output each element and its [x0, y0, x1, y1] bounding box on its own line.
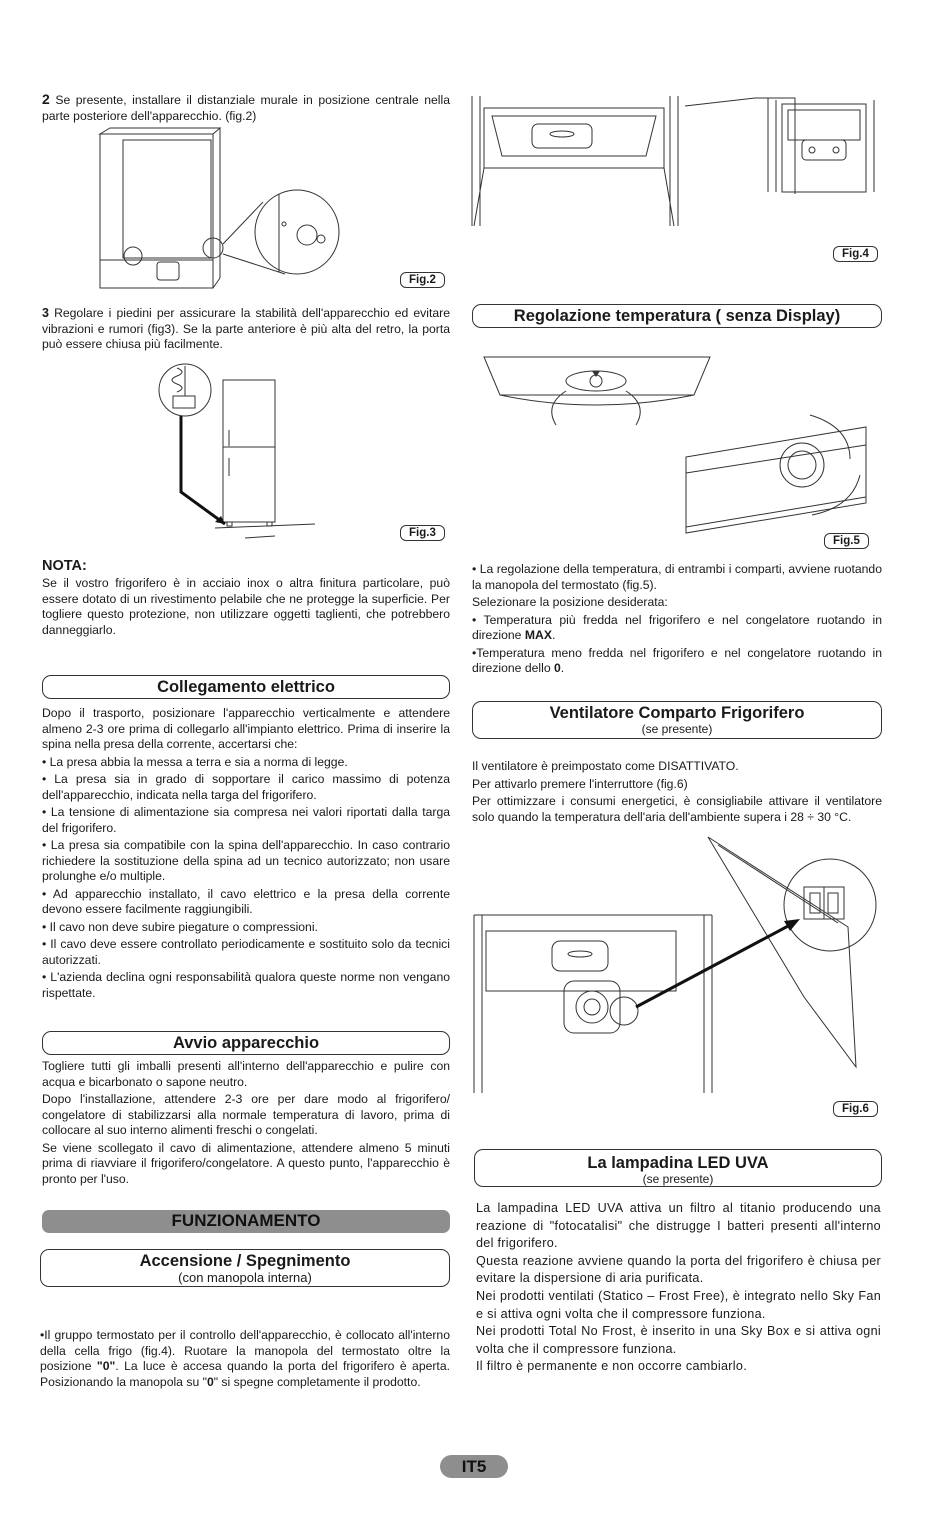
funzionamento-banner: FUNZIONAMENTO: [42, 1210, 450, 1233]
regolazione-title: Regolazione temperatura ( senza Display): [513, 307, 841, 325]
avvio-paragraph: Togliere tutti gli imballi presenti all'interno dell'apparecchio e pulire con acqua e bicarbonato o sapone neutro.: [42, 1059, 450, 1089]
avvio-section: [42, 1059, 450, 1187]
lampadina-title: La lampadina LED UVA: [587, 1154, 769, 1172]
ventilatore-heading-box: [472, 701, 882, 739]
fig2-label: Fig.2: [400, 272, 445, 288]
regolazione-p3: • Temperatura più fredda nel frigorifero e nel congelatore ruotando in direzione MAX.: [472, 612, 882, 642]
collegamento-item: • L'azienda declina ogni responsabilità qualora queste norme non vengano rispettate.: [42, 970, 450, 1000]
fig2-illustration: [95, 128, 355, 293]
collegamento-item: • Il cavo non deve subire piegature o compressioni.: [42, 919, 318, 934]
lampadina-paragraph: Nei prodotti Total No Frost, è inserito in una Sky Box e si attiva ogni volta che il compressore funziona.: [476, 1324, 881, 1356]
page-number: IT5: [440, 1455, 508, 1478]
ventilatore-subtitle: (se presente): [641, 722, 713, 736]
regolazione-p4: •Temperatura meno fredda nel frigorifero e nel congelatore ruotando in direzione dello 0.: [472, 645, 882, 675]
avvio-heading-box: [42, 1031, 450, 1055]
lampadina-paragraph: Questa reazione avviene quando la porta del frigorifero è chiusa per evitare la dispersione di aria purificata.: [476, 1253, 881, 1286]
nota-text: Se il vostro frigorifero è in acciaio inox o altra finitura particolare, può essere dotato di un rivestimento pelabile che ne protegge la superficie. Per togliere questo protezione, non utilizzare oggetti taglienti, che potrebbero danneggiarlo.: [42, 576, 450, 637]
lampadina-paragraph: Nei prodotti ventilati (Statico – Frost Free), è integrato nello Sky Fan e si attiva ogni volta che il compressore funziona.: [476, 1288, 881, 1321]
regolazione-p1: • La regolazione della temperatura, di entrambi i comparti, avviene ruotando la manopola del termostato (fig.5).: [472, 562, 882, 592]
accensione-subtitle: (con manopola interna): [178, 1270, 312, 1285]
accensione-zero-1: "0": [96, 1359, 116, 1373]
step-2-number: 2: [42, 91, 50, 107]
collegamento-item: • La presa abbia la messa a terra e sia a norma di legge.: [42, 754, 348, 769]
fig4-illustration: [470, 96, 882, 236]
step-3-number: 3: [42, 306, 49, 320]
fig3-illustration: [155, 360, 325, 542]
fig5-label: Fig.5: [824, 533, 869, 549]
avvio-paragraph: Se viene scollegato il cavo di alimentazione, attendere almeno 5 minuti prima di riavviare il frigorifero/congelatore. A questo punto, l'apparecchio è pronto per l'uso.: [42, 1140, 450, 1186]
ventilatore-p3: Per ottimizzare i consumi energetici, è consigliabile attivare il ventilatore solo quando la temperatura dell'aria dell'ambiente supera i 28 ÷ 30 °C.: [472, 794, 882, 824]
ventilatore-p1: Il ventilatore è preimpostato come DISATTIVATO.: [472, 759, 739, 773]
collegamento-section: [42, 706, 450, 1001]
collegamento-item: • La presa sia in grado di sopportare il carico massimo di potenza dell'apparecchio, indicata nella targa del frigorifero.: [42, 772, 450, 802]
fig4-label: Fig.4: [833, 246, 878, 262]
regolazione-text: [472, 562, 882, 677]
step-3-text: [42, 306, 450, 353]
ventilatore-title: Ventilatore Comparto Frigorifero: [549, 704, 805, 722]
avvio-paragraph: Dopo l'installazione, attendere 2-3 ore per dare modo al frigorifero/ congelatore di stabilizzarsi alla normale temperatura di lavoro, prima di collocare al suo interno alimenti freschi o congelati.: [42, 1092, 450, 1137]
regolazione-heading-box: [472, 304, 882, 328]
fig3-label: Fig.3: [400, 525, 445, 541]
collegamento-item: • Ad apparecchio installato, il cavo elettrico e la presa della corrente devono essere facilmente raggiungibili.: [42, 886, 450, 916]
max-label: MAX: [524, 628, 552, 642]
lampadina-subtitle: (se presente): [642, 1172, 714, 1186]
zero-label: 0: [553, 661, 561, 675]
fig6-label: Fig.6: [833, 1101, 878, 1117]
collegamento-item: • Il cavo deve essere controllato periodicamente e sostituito solo da tecnici autorizzati.: [42, 937, 450, 967]
step-3-body: Regolare i piedini per assicurare la stabilità dell'apparecchio ed evitare vibrazioni e rumori (fig3). Se la parte anteriore è più alta del retro, la porta può essere chiusa più facilmente.: [42, 306, 450, 351]
fig5-illustration: [480, 355, 885, 547]
collegamento-intro: Dopo il trasporto, posizionare l'apparecchio verticalmente e attendere almeno 2-3 ore prima di collegarlo all'impianto elettrico. Prima di inserire la spina nella presa della corrente, accertarsi che:: [42, 706, 450, 751]
accensione-text-c: " si spegne completamente il prodotto.: [213, 1374, 421, 1389]
accensione-text-b: . La luce è accesa quando la porta del frigorifero è aperta. Posizionando la manopola su ": [40, 1359, 450, 1389]
step-2-text: [42, 92, 450, 124]
lampadina-heading-box: [474, 1149, 882, 1187]
avvio-title: Avvio apparecchio: [172, 1034, 320, 1052]
ventilatore-text: [472, 759, 882, 825]
accensione-text-a: •Il gruppo termostato per il controllo dell'apparecchio, è collocato all'interno della cella frigo (fig.4). Ruotare la manopola del termostato oltre la posizione: [40, 1328, 450, 1373]
regolazione-p2: Selezionare la posizione desiderata:: [472, 595, 668, 609]
accensione-text: [40, 1328, 450, 1390]
accensione-title: Accensione / Spegnimento: [139, 1252, 351, 1270]
collegamento-item: • La presa sia compatibile con la spina dell'apparecchio. In caso contrario richiedere la sostituzione della spina ad un tecnico autorizzato; non usare prolunghe e/o multiple.: [42, 838, 450, 883]
lampadina-text: [476, 1200, 881, 1376]
lampadina-paragraph: La lampadina LED UVA attiva un filtro al titanio producendo una reazione di "fotocatalisi" che distrugge I batteri presenti all'interno del frigorifero.: [476, 1201, 881, 1251]
collegamento-title: Collegamento elettrico: [157, 678, 335, 696]
accensione-zero-2: 0: [206, 1374, 214, 1389]
step-2-body: Se presente, installare il distanziale murale in posizione centrale nella parte posteriore dell'apparecchio. (fig.2): [42, 93, 450, 123]
fig6-illustration: [472, 835, 872, 1097]
ventilatore-p2: Per attivarlo premere l'interruttore (fig.6): [472, 776, 688, 791]
collegamento-item: • La tensione di alimentazione sia compresa nei valori riportati dalla targa del frigorifero.: [42, 805, 450, 835]
accensione-heading-box: [40, 1249, 450, 1287]
lampadina-paragraph: Il filtro è permanente e non occorre cambiarlo.: [476, 1359, 747, 1374]
nota-title: NOTA:: [42, 558, 87, 574]
collegamento-heading-box: [42, 675, 450, 699]
